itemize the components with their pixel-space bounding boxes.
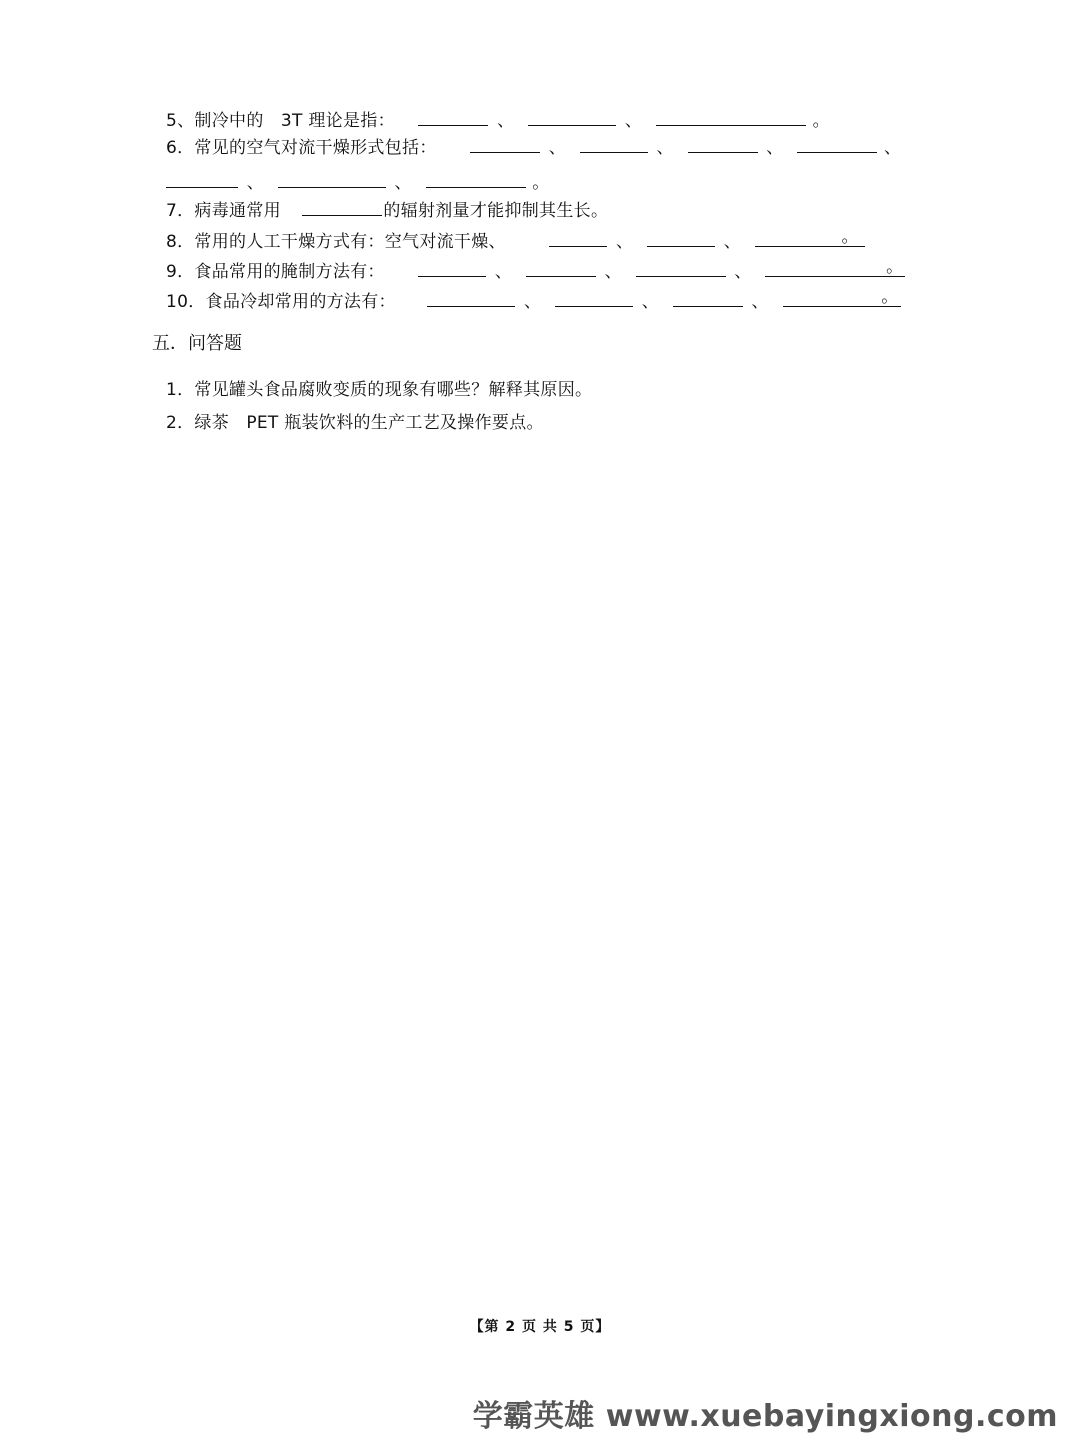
separator: 、 <box>734 262 752 282</box>
answer-blank[interactable] <box>418 108 488 126</box>
separator: 、 <box>884 138 902 158</box>
answer-blank[interactable] <box>580 135 648 153</box>
period: 。 <box>886 257 904 277</box>
answer-blank[interactable] <box>427 289 515 307</box>
separator: 、 <box>641 292 660 312</box>
question-6 <box>166 135 901 160</box>
question-7 <box>166 198 608 223</box>
period: 。 <box>841 227 859 247</box>
answer-blank[interactable] <box>797 135 877 153</box>
question-7-suffix: 的辐射剂量才能抑制其生长。 <box>383 201 609 221</box>
answer-blank[interactable] <box>470 135 540 153</box>
period: 。 <box>812 111 830 131</box>
answer-blank[interactable] <box>647 229 715 247</box>
question-5 <box>166 108 830 133</box>
answer-blank[interactable] <box>302 198 382 216</box>
question-8-text: 8．常用的人工干燥方式有：空气对流干燥、 <box>166 232 506 252</box>
answer-blank[interactable] <box>426 170 526 188</box>
answer-blank[interactable] <box>526 259 596 277</box>
separator: 、 <box>246 173 265 193</box>
essay-question-2: 2．绿茶 PET 瓶装饮料的生产工艺及操作要点。 <box>166 413 544 433</box>
section-title: 五．问答题 <box>152 333 242 354</box>
separator: 、 <box>624 111 643 131</box>
essay-question-1: 1．常见罐头食品腐败变质的现象有哪些？解释其原因。 <box>166 380 593 400</box>
answer-blank[interactable] <box>656 108 806 126</box>
question-9-text: 9．食品常用的腌制方法有： <box>166 262 385 282</box>
answer-blank[interactable] <box>549 229 607 247</box>
separator: 、 <box>656 138 674 158</box>
period: 。 <box>532 173 550 193</box>
answer-blank[interactable] <box>528 108 616 126</box>
answer-blank[interactable] <box>688 135 758 153</box>
separator: 、 <box>766 138 784 158</box>
question-6-continued <box>166 170 550 195</box>
answer-blank[interactable] <box>636 259 726 277</box>
page-footer: 【第 2 页 共 5 页】 <box>469 1319 611 1335</box>
answer-blank[interactable] <box>673 289 743 307</box>
answer-blank[interactable] <box>783 289 901 307</box>
separator: 、 <box>548 138 567 158</box>
separator: 、 <box>615 232 634 252</box>
separator: 、 <box>723 232 742 252</box>
question-7-prefix: 7．病毒通常用 <box>166 201 281 221</box>
site-watermark: 学霸英雄 www.xuebayingxiong.com <box>472 1399 1058 1434</box>
answer-blank[interactable] <box>166 170 238 188</box>
question-9 <box>166 259 906 284</box>
period: 。 <box>881 287 899 307</box>
question-10-text: 10．食品冷却常用的方法有： <box>166 292 396 312</box>
answer-blank[interactable] <box>418 259 486 277</box>
question-10 <box>166 289 902 314</box>
separator: 、 <box>751 292 769 312</box>
answer-blank[interactable] <box>755 229 865 247</box>
separator: 、 <box>494 262 513 282</box>
answer-blank[interactable] <box>765 259 905 277</box>
question-6-text: 6．常见的空气对流干燥形式包括： <box>166 138 437 158</box>
answer-blank[interactable] <box>278 170 386 188</box>
separator: 、 <box>524 292 542 312</box>
separator: 、 <box>394 173 412 193</box>
separator: 、 <box>497 111 515 131</box>
separator: 、 <box>604 262 622 282</box>
answer-blank[interactable] <box>555 289 633 307</box>
question-5-text: 5、制冷中的 3T 理论是指： <box>166 111 395 131</box>
question-8 <box>166 229 866 254</box>
